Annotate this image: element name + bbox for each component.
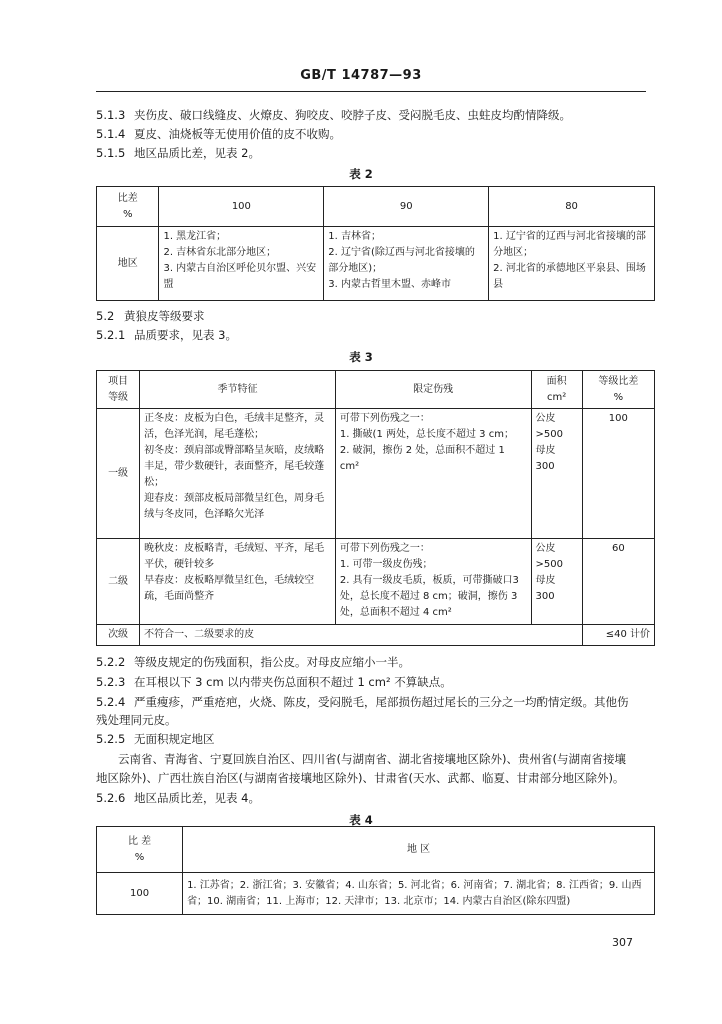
clause-5-2-4-continued: 残处理同元皮。 [96,713,177,727]
column-header: 季节特征 [140,371,336,409]
clause-5-2-1 [96,328,237,343]
table-row [97,187,655,227]
clause-5-2-2 [96,655,410,670]
clause-5-2-4 [96,695,629,710]
table-row [97,827,655,873]
damage-cell: 可带下列伤残之一： 1. 撕破(1 两处，总长度不超过 3 cm； 2. 破洞，擦伤 2 处，总面积不超过 1 cm² [335,409,531,539]
grade-cell: 一级 [97,409,140,539]
ratio-cell: ≤40 计价 [582,625,654,646]
clause-5-1-4 [96,127,341,142]
section-title: 黄狼皮等级要求 [124,309,205,323]
table-row [97,409,655,539]
table-2-caption: 表 2 [349,167,373,181]
clause-5-1-5 [96,146,260,161]
table-3-caption: 表 3 [349,350,373,364]
table-row [97,539,655,625]
area-cell: 公皮 >500 母皮 300 [531,409,582,539]
region-cell: 1. 江苏省；2. 浙江省；3. 安徽省；4. 山东省；5. 河北省；6. 河南省；7. 湖北省；8. 江西省；9. 山西省；10. 湖南省；11. 上海市；12. 天津市；13. 北京市；14. 内蒙古自治区(除东四盟) [183,873,655,915]
ratio-cell: 60 [582,539,654,625]
column-header: 80 [489,187,655,227]
clause-text: 地区品质比差，见表 4。 [134,791,260,805]
region-list-line-1: 云南省、青海省、宁夏回族自治区、四川省(与湖南省、湖北省接壤地区除外)、贵州省(与湖南省接壤 [118,752,626,766]
table-cell: 1. 黑龙江省； 2. 吉林省东北部分地区； 3. 内蒙古自治区呼伦贝尔盟、兴安盟 [159,227,324,301]
section-5-2 [96,309,205,324]
clause-text: 在耳根以下 3 cm 以内带夹伤总面积不超过 1 cm² 不算缺点。 [134,675,452,689]
season-cell: 晚秋皮：皮板略青，毛绒短、平齐，尾毛平伏，硬针较多 早春皮：皮板略厚微呈红色，毛绒较空疏，毛面尚整齐 [140,539,336,625]
table-row [97,625,655,646]
clause-text: 地区品质比差，见表 2。 [134,146,260,160]
table-row [97,873,655,915]
clause-text: 夹伤皮、破口线缝皮、火燎皮、狗咬皮、咬脖子皮、受闷脱毛皮、虫蛀皮均酌情降级。 [134,108,571,122]
table-cell: 1. 辽宁省的辽西与河北省接壤的部分地区； 2. 河北省的承德地区平泉县、围场县 [489,227,655,301]
column-header: 面积 cm² [531,371,582,409]
ratio-cell: 100 [582,409,654,539]
clause-number: 5.2.5 [96,732,126,746]
clause-text: 严重瘦疹，严重疮疤，火烧、陈皮，受闷脱毛，尾部损伤超过尾长的三分之一均酌情定级。其他伤 [134,695,629,709]
header-rule [96,91,646,92]
clause-number: 5.2.6 [96,791,126,805]
clause-number: 5.1.4 [96,127,126,141]
table-cell: 1. 吉林省； 2. 辽宁省(除辽西与河北省接壤的部分地区)； 3. 内蒙古哲里木盟、赤峰市 [324,227,489,301]
table-row [97,371,655,409]
column-header: 90 [324,187,489,227]
clause-title: 无面积规定地区 [134,732,215,746]
clause-5-1-3 [96,108,571,123]
table-4 [96,826,655,915]
clause-number: 5.1.3 [96,108,126,122]
corner-cell: 比差 % [97,187,159,227]
table-row [97,227,655,301]
table-4-caption: 表 4 [349,813,373,827]
row-label: 地区 [97,227,159,301]
standard-number-header: GB/T 14787—93 [300,68,422,83]
ratio-cell: 100 [97,873,183,915]
clause-number: 5.2.2 [96,655,126,669]
region-list-line-2: 地区除外)、广西壮族自治区(与湖南省接壤地区除外)、甘肃省(天水、武都、临夏、甘肃部分地区除外)。 [96,771,625,785]
damage-cell: 可带下列伤残之一： 1. 可带一级皮伤残； 2. 具有一级皮毛质，板质，可带撕破口3 处，总长度不超过 8 cm；破洞，擦伤 3处，总面积不超过 4 cm² [335,539,531,625]
column-header: 项目 等级 [97,371,140,409]
clause-5-2-6 [96,791,260,806]
clause-number: 5.1.5 [96,146,126,160]
corner-cell: 比 差 % [97,827,183,873]
column-header: 地 区 [183,827,655,873]
clause-number: 5.2.3 [96,675,126,689]
page-number: 307 [612,936,633,949]
grade-cell: 二级 [97,539,140,625]
column-header: 100 [159,187,324,227]
area-cell: 公皮 >500 母皮 300 [531,539,582,625]
clause-5-2-3 [96,675,452,690]
season-cell: 正冬皮：皮板为白色，毛绒丰足整齐，灵活，色泽光润，尾毛蓬松； 初冬皮：颈肩部或臀部略呈灰暗，皮绒略丰足，带少数硬针，表面整齐，尾毛较蓬松； 迎春皮：颈部皮板局部微呈红色，周身毛绒与冬皮同，色泽略欠光泽 [140,409,336,539]
clause-5-2-5 [96,732,215,747]
clause-number: 5.2.1 [96,328,126,342]
clause-text: 品质要求，见表 3。 [134,328,237,342]
clause-text: 等级皮规定的伤残面积，指公皮。对母皮应缩小一半。 [134,655,410,669]
section-number: 5.2 [96,309,115,323]
column-header: 限定伤残 [335,371,531,409]
season-cell: 不符合一、二级要求的皮 [140,625,583,646]
clause-number: 5.2.4 [96,695,126,709]
clause-text: 夏皮、油烧板等无使用价值的皮不收购。 [134,127,341,141]
table-3 [96,370,655,646]
table-2 [96,186,655,301]
grade-cell: 次级 [97,625,140,646]
column-header: 等级比差 % [582,371,654,409]
